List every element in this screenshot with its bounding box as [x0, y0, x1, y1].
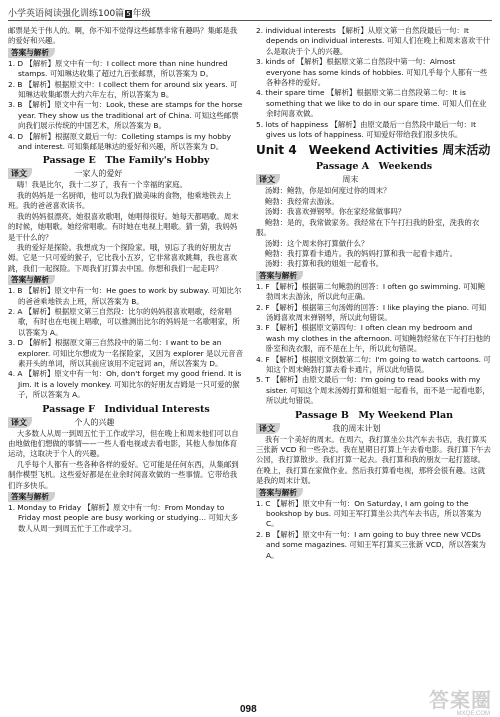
- answer-item: 1. F 【解析】根据第二句鲍勃的回答：I often go swimming. 可知鲍勃周末去游泳，所以此句正确。: [256, 281, 486, 302]
- dialogue-line: 鲍勃：是的，我常做家务。我经常在下午打扫我的卧室，洗我的衣服。: [256, 217, 480, 238]
- passage-a-subtitle: 周末: [342, 175, 359, 185]
- answer-item: 4. F 【解析】根据原文倒数第二句：I'm going to watch cartoons. 可知这个周末鲍勃打算去看卡通片，所以此句错误。: [256, 354, 491, 374]
- header-grade-suffix: 年级: [132, 9, 151, 19]
- header-title: 小学英语阅读强化训练100篇: [8, 9, 125, 19]
- answer-item: 1. Monday to Friday 【解析】原文中有一句：From Monday to Friday most people are busy working or studying… 可知大多数人从周一到周五忙于工作或学习。: [8, 503, 239, 533]
- dialogue-line: 鲍勃：我打算看卡通片。我的妈妈打算和我一起看卡通片。: [264, 248, 458, 258]
- dialogue-line: 汤姆：我打算和我的姐姐一起看书。: [264, 259, 384, 269]
- answer-item: 3. kinds of 【解析】根据原文第二自然段中第一句：Almost everyone has some kinds of hobbies. 可知几乎每个人都有一些各种各样的爱好。: [256, 57, 488, 88]
- answer-item: 1. D 【解析】原文中有一句：I collect more than nine hundred stamps. 可知琳达收集了超过九百张邮票，所以答案为 D。: [8, 58, 228, 79]
- answer-item: 1. C 【解析】原文中有一句：On Saturday, I am going to the bookshop by bus. 可知王军打算坐公共汽车去书店，所以答案为 C。: [256, 498, 482, 529]
- passage-f-title: Passage F Individual Interests: [42, 403, 210, 415]
- watermark-url: MXQE.COM: [456, 711, 490, 717]
- unit-title: Unit 4 Weekend Activities 周末活动: [256, 143, 491, 158]
- answer-item: 2. B 【解析】根据原文中：I collect them for around six years. 可知琳达收集邮票大约六年左右，所以答案为 B。: [8, 79, 238, 100]
- answer-item: 2. A 【解析】根据原文第三自然段：比尔的妈妈很喜欢唱歌，经常唱歌，有时也在电视上唱歌，可以推测出比尔的妈妈是一名歌唱家，所以答案为 A。: [8, 306, 240, 337]
- translation-label: 译文: [256, 423, 280, 434]
- translation-paragraph: 我有一个美好的周末。在周六，我打算坐公共汽车去书店，我打算买三张新 VCD 和一些杂志。我在星期日打算上午去看电影。我打算下午去公园，我打算散步。我们打算一起去。我打算和我的朋友一起打篮球。在晚上，我打算在家做作业。然后我打算看电视，那将会很有趣。这就是我的周末计划。: [256, 434, 491, 486]
- answer-item: 5. T 【解析】由原文最后一句：I'm going to read books with my sister. 可知这个周末汤姆打算和姐姐一起看书，而不是一起看电影，所以此句错误。: [256, 375, 490, 406]
- passage-e-subtitle: 一家人的爱好: [74, 169, 123, 179]
- translation-paragraph: 我的爱好是探险。我想成为一个探险家。哦，别忘了我的好朋友吉姆。它是一只可爱的猴子，它比我小五岁，它非常喜欢跳舞，我也喜欢跳，我们一起探险。下周我们打算去中国。你想和我们一起走吗？: [8, 242, 238, 273]
- answer-section-label: 答案与解析: [8, 48, 55, 58]
- running-header: [8, 6, 151, 19]
- translation-paragraph: 嗨！我是比尔，我十二岁了，我有一个幸福的家庭。: [16, 180, 187, 190]
- answer-item: 4. their spare time 【解析】根据原文第二自然段第二句：It is something that we like to do in our spare time. 可知人们在业余时间喜欢做。: [256, 88, 487, 119]
- dialogue-line: 鲍勃：我经常去游泳。: [264, 196, 339, 206]
- dialogue-line: 汤姆：这个周末你打算做什么？: [264, 238, 369, 248]
- translation-paragraph: 大多数人从周一到周五忙于工作或学习，但在晚上和周末他们可以自由地做他们想做的事情——一些人看电视或去看电影，其他人参加体育运动，这取决于个人的兴趣。: [8, 428, 239, 459]
- passage-a-title: Passage A Weekends: [315, 161, 433, 173]
- passage-f-subtitle: 个人的兴趣: [74, 417, 115, 427]
- answer-item: 2. individual interests 【解析】从原文第一自然段最后一句：It depends on individual interests. 可知人们在晚上和周末喜欢干什么是取决于个人的兴趣。: [256, 26, 491, 56]
- page-number: 098: [240, 704, 257, 715]
- answer-item: 2. B 【解析】原文中有一句：I am going to buy three new VCDs and some magazines. 可知王军打算买三张新 VCD，所以答案为 A。: [256, 529, 486, 560]
- answer-section-label: 答案与解析: [256, 488, 303, 498]
- translation-paragraph: 我的妈妈很漂亮。她很喜欢歌唱，她唱得很好。她每天都唱歌。周末的时候，她唱歌。她经常唱歌。有时她在电视上唱歌。猜一猜，我妈妈是干什么的？: [8, 211, 239, 242]
- passage-b-subtitle: 我的周末计划: [332, 423, 381, 433]
- answer-item: 3. D 【解析】根据原文第三自然段中的第二句：I want to be an explorer. 可知比尔想成为一名探险家，又因为 explorer 是以元音音素开头的单词，所以其前应该用不定冠词 an，所以答案为 D。: [8, 338, 243, 368]
- dialogue-line: 汤姆：鲍勃，你是如何度过你的周末？: [264, 186, 391, 196]
- answer-item: 4. D 【解析】根据原文最后一句：Colleting stamps is my hobby and interest. 可知集邮是琳达的爱好和兴趣，所以答案为 D。: [8, 131, 232, 152]
- answer-section-label: 答案与解析: [8, 275, 55, 285]
- answer-item: 4. A 【解析】原文中有一句：Oh, don't forget my good friend. It is Jim. It is a lovely monkey. 可知比尔的好朋友吉姆是一只可爱的猴子，所以答案为 A。: [8, 369, 242, 400]
- answer-item: 1. B 【解析】原文中有一句：He goes to work by subway. 可知比尔的爸爸乘地铁去上班，所以答案为 B。: [8, 286, 242, 306]
- dialogue-line: 汤姆：我喜欢弹钢琴。你在家经常做事吗？: [264, 207, 406, 217]
- passage-b-title: Passage B My Weekend Plan: [294, 409, 454, 421]
- answer-item: 5. lots of happiness 【解析】由原文最后一自然段中最后一句：It gives us lots of happiness. 可知爱好带给我们很多快乐。: [256, 119, 476, 140]
- answer-section-label: 答案与解析: [8, 492, 55, 502]
- translation-paragraph: 我的妈妈是一名厨师，他可以为我们做美味的食物，他乘地铁去上班。我的爸爸喜欢读书。: [8, 190, 232, 211]
- intro-paragraph: 邮票是关于伟人的。啊，你不知不觉得这些邮票非常有趣吗？集邮是我的爱好和兴趣。: [8, 26, 238, 46]
- translation-paragraph: 几乎每个人都有一些各种各样的爱好。它可能是任何东西，从集邮到制作模型飞机。这些爱好都是在业余时间喜欢做的一些事情。它带给我们许多快乐。: [8, 459, 239, 490]
- translation-label: 译文: [8, 168, 32, 179]
- right-column: [256, 26, 492, 561]
- answer-section-label: 答案与解析: [256, 271, 303, 281]
- answer-item: 3. B 【解析】原文中有一句：Look, these are stamps for the horse year. They show us the traditional art of China. 可知这些邮票向我们展示传统的中国艺术，所以答案为 B。: [8, 100, 243, 131]
- passage-e-title: Passage E The Family's Hobby: [42, 155, 210, 167]
- answer-item: 2. F 【解析】根据第三句汤姆的回答：I like playing the piano. 可知汤姆喜欢周末弹钢琴，所以此句错误。: [256, 302, 487, 322]
- answer-item: 3. F 【解析】根据原文第四句：I often clean my bedroom and wash my clothes in the afternoon. 可知鲍勃经常在下午打扫他的卧室和洗衣服，而不是在上午，所以此句错误。: [256, 323, 491, 354]
- translation-label: 译文: [8, 417, 32, 428]
- grade-badge: 5: [126, 10, 131, 18]
- translation-label: 译文: [256, 174, 280, 185]
- left-column: [8, 26, 244, 534]
- header-rule: [8, 20, 492, 21]
- watermark-logo: 答案圈: [429, 690, 492, 712]
